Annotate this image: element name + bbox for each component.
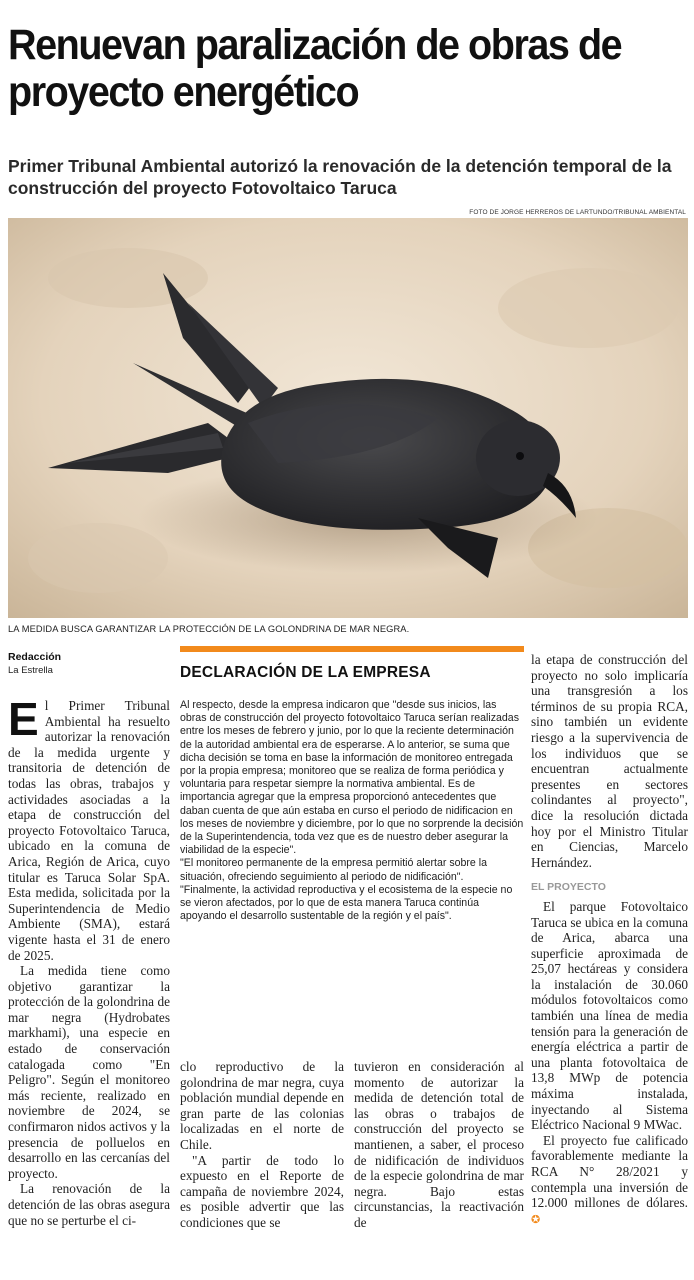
paragraph: clo reproductivo de la golondrina de mar negra, cuya población mundial depende en gran parte de las colonias localizadas en el norte de Chile. [180,1059,344,1152]
byline-author: Redacción [8,651,62,663]
article-column-4 [531,652,688,1228]
paragraph: El parque Fotovoltaico Taruca se ubica en la comuna de Arica, abarca una superficie aproximada de 25,07 hectáreas y considera la instalación de 30.060 módulos fotovoltaicos como también una línea de media tensión para la generación de energía eléctrica a partir de una planta fotovoltaica de 13,8 MWp de potencia máxima instalada, inyectando al Sistema Eléctrico Nacional 9 MWac. [531,898,688,1133]
paragraph [531,1133,688,1229]
sidebar-paragraph: "El monitoreo permanente de la empresa permitió alertar sobre la situación, ofreciendo seguimiento al periodo de nidificación". [180,857,488,883]
sidebar-title: DECLARACIÓN DE LA EMPRESA [180,664,431,681]
section-label: EL PROYECTO [531,881,606,894]
photo-caption: LA MEDIDA BUSCA GARANTIZAR LA PROTECCIÓN DE LA GOLONDRINA DE MAR NEGRA. [8,624,410,634]
bird-photo [8,218,688,618]
paragraph: La medida tiene como objetivo garantizar la protección de la golondrina de mar negra (Hydrobates markhami), una especie en estado de conservación catalogada como "En Peligro". Según el monitoreo más reciente, realizado en noviembre de 2024, se confirmaron nidos activos y la presencia de polluelos en desarrollo en las cercanías del proyecto. [8,963,170,1181]
drop-cap: E [8,693,39,745]
sidebar-accent-bar [180,646,524,652]
paragraph: La renovación de la detención de las obras asegura que no se perturbe el ci- [8,1181,170,1228]
headline: Renuevan paralización de obras de proyecto energético [8,21,622,116]
paragraph: la etapa de construcción del proyecto no solo implicaría una transgresión a los términos de su propia RCA, sino también un evidente riesgo a la supervivencia de los individuos que se encuentran actualmente presentes en sectores colindantes al proyecto", dice la resolución dictada hoy por el Ministro Titular en Ciencias, Marcelo Hernández. [531,652,688,870]
sidebar-paragraph: Al respecto, desde la empresa indicaron que "desde sus inicios, las obras de construcción del proyecto fotovoltaico Taruca serían realizadas entre los meses de febrero y junio, por lo que la reciente determinación de la autoridad ambiental era de esperarse. A lo anterior, se suma que dicha decisión se toma en base la información de monitoreo entregada por la propia empresa; monitoreo que se realiza de forma periódica y voluntaria para respetar siempre la normativa ambiental. Es de importancia agregar que la empresa proporcionó antecedentes que daban cuenta de que aún estaba en curso el periodo de nidificacion en los meses de noviembre y diciembre, por lo que no sorprende la decisión de la Superintendencia, toda vez que es de nuestro deber asegurar la viabilidad de la especie". [180,699,524,857]
paragraph [8,693,170,963]
article-column-2 [180,1059,344,1231]
byline-publication: La Estrella [8,665,53,676]
end-mark-icon: ✪ [531,1213,541,1226]
paragraph: "A partir de todo lo expuesto en el Reporte de campaña de noviembre 2024, es posible advertir que las condiciones que se [180,1152,344,1230]
paragraph: tuvieron en consideración al momento de autorizar la medida de detención total de las obras o trabajos de construcción del proyecto se mantienen, a saber, el proceso de nidificación de individuos de la especie golondrina de mar negra. Bajo estas circunstancias, la reactivación de [354,1059,524,1230]
sidebar-body [180,699,524,923]
subheadline: Primer Tribunal Ambiental autorizó la renovación de la detención temporal de la construcción del proyecto Fotovoltaico Taruca [8,156,672,198]
article-column-3 [354,1059,524,1231]
photo-credit: FOTO DE JORGE HERREROS DE LARTUNDO/TRIBUNAL AMBIENTAL [469,209,686,216]
paragraph-text: l Primer Tribunal Ambiental ha resuelto autorizar la renovación de la medida urgente y transitoria de detención de todas las obras, trabajos y actividades asociadas a la etapa de construcción del proyecto Fotovoltaico Taruca, ubicado en la comuna de Arica, Región de Arica, cuyo titular es Taruca Solar SpA. Esta medida, solicitada por la Superintendencia de Medio Ambiente (SMA), estará vigente hasta el 31 de enero de 2025. [8,698,170,963]
paragraph-text: El proyecto fue calificado favorablemente mediante la RCA N° 28/2021 y contempla una inversión de 12.000 millones de dólares. [531,1132,688,1211]
article-column-1 [8,693,170,1228]
sidebar-paragraph: "Finalmente, la actividad reproductiva y el ecosistema de la especie no se vieron afectados, por lo que de esta manera Taruca continúa apoyando el desarrollo sustentable de la región y el país". [180,883,513,923]
